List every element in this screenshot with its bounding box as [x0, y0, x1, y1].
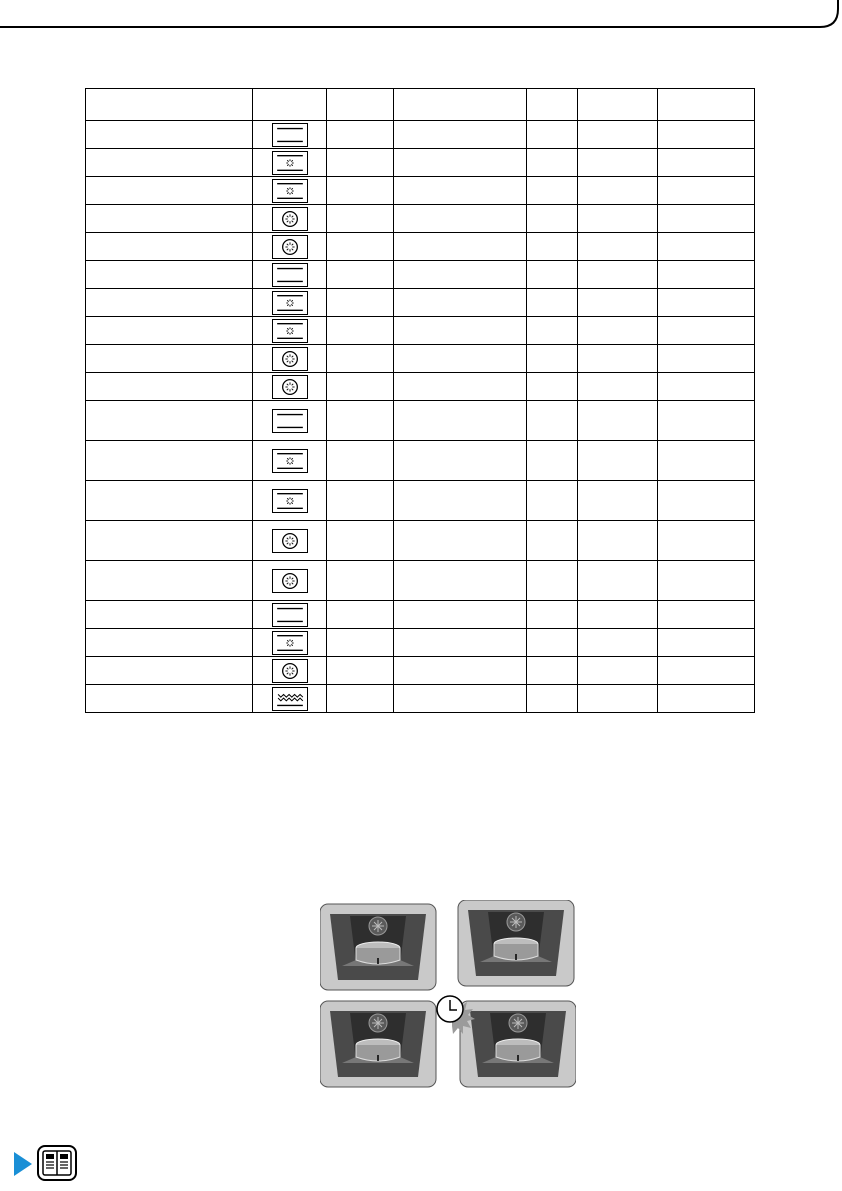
table-cell: [578, 441, 658, 481]
table-cell: [658, 373, 755, 401]
table-cell: [658, 401, 755, 441]
table-cell: [527, 401, 578, 441]
table-cell: [578, 289, 658, 317]
table-row: [86, 205, 755, 233]
table-cell: [394, 177, 527, 205]
table-cell: [86, 317, 253, 345]
table-cell: [86, 233, 253, 261]
table-row: [86, 441, 755, 481]
table-cell: [327, 289, 394, 317]
heating-mode-cell: [253, 317, 327, 345]
table-cell: [527, 601, 578, 629]
table-cell: [658, 657, 755, 685]
heating-mode-cell: [253, 629, 327, 657]
table-cell: [578, 149, 658, 177]
heating-mode-cell: [253, 481, 327, 521]
table-cell: [527, 289, 578, 317]
header-cell: [394, 89, 527, 121]
table-cell: [527, 177, 578, 205]
table-cell: [394, 317, 527, 345]
table-cell: [658, 205, 755, 233]
table-row: [86, 629, 755, 657]
table-row: [86, 317, 755, 345]
table-cell: [327, 601, 394, 629]
table-row: [86, 481, 755, 521]
oven-illustrations: [320, 900, 576, 1088]
table-cell: [394, 289, 527, 317]
header-cell: [578, 89, 658, 121]
heating-mode-cell: [253, 121, 327, 149]
table-cell: [578, 233, 658, 261]
table-cell: [86, 205, 253, 233]
table-cell: [394, 401, 527, 441]
manual-book-icon: [37, 1145, 77, 1181]
table-cell: [527, 149, 578, 177]
table-cell: [527, 233, 578, 261]
table-cell: [327, 561, 394, 601]
table-cell: [394, 205, 527, 233]
table-cell: [86, 289, 253, 317]
top-bottom-fan-icon: [272, 489, 308, 513]
table-cell: [578, 685, 658, 713]
table-cell: [394, 481, 527, 521]
top-rule: [0, 0, 842, 32]
oven-pot-step-3: [320, 1001, 436, 1087]
table-cell: [394, 233, 527, 261]
heating-mode-cell: [253, 521, 327, 561]
table-cell: [527, 345, 578, 373]
header-cell: [527, 89, 578, 121]
header-cell: [253, 89, 327, 121]
heating-mode-cell: [253, 177, 327, 205]
table-cell: [86, 521, 253, 561]
table-cell: [578, 177, 658, 205]
hot-air-fan-icon: [272, 207, 308, 231]
top-bottom-heat-icon: [272, 123, 308, 147]
table-row: [86, 685, 755, 713]
table-cell: [394, 521, 527, 561]
header-cell: [86, 89, 253, 121]
table-cell: [658, 289, 755, 317]
top-bottom-heat-icon: [272, 409, 308, 433]
table-cell: [394, 657, 527, 685]
table-row: [86, 521, 755, 561]
heating-mode-cell: [253, 373, 327, 401]
table-cell: [578, 317, 658, 345]
table-cell: [394, 373, 527, 401]
table-cell: [327, 345, 394, 373]
table-cell: [327, 481, 394, 521]
table-cell: [527, 441, 578, 481]
table-cell: [86, 481, 253, 521]
table-cell: [86, 657, 253, 685]
heating-mode-cell: [253, 261, 327, 289]
table-cell: [527, 629, 578, 657]
table-cell: [658, 177, 755, 205]
table-cell: [86, 149, 253, 177]
table-cell: [658, 441, 755, 481]
table-cell: [578, 481, 658, 521]
header-cell: [658, 89, 755, 121]
oven-pot-step-1: [320, 904, 436, 990]
header-cell: [327, 89, 394, 121]
top-bottom-fan-icon: [272, 449, 308, 473]
heating-mode-cell: [253, 657, 327, 685]
table-cell: [86, 345, 253, 373]
table-row: [86, 345, 755, 373]
table-cell: [658, 317, 755, 345]
table-cell: [86, 401, 253, 441]
table-row: [86, 289, 755, 317]
table-row: [86, 177, 755, 205]
table-row: [86, 121, 755, 149]
table-cell: [578, 373, 658, 401]
table-row: [86, 149, 755, 177]
table-cell: [658, 261, 755, 289]
table-cell: [86, 121, 253, 149]
heating-mode-cell: [253, 441, 327, 481]
table-row: [86, 401, 755, 441]
table-cell: [86, 441, 253, 481]
table-cell: [578, 121, 658, 149]
top-bottom-fan-icon: [272, 319, 308, 343]
table-cell: [578, 261, 658, 289]
table-row: [86, 233, 755, 261]
hot-air-fan-icon: [272, 529, 308, 553]
table-cell: [527, 121, 578, 149]
table-cell: [578, 561, 658, 601]
table-cell: [327, 317, 394, 345]
table-cell: [658, 521, 755, 561]
settings-table: [85, 88, 755, 713]
table-cell: [394, 561, 527, 601]
table-row: [86, 373, 755, 401]
table-row: [86, 561, 755, 601]
table-cell: [658, 601, 755, 629]
table-cell: [578, 401, 658, 441]
table-cell: [327, 261, 394, 289]
grill-icon: [272, 687, 308, 711]
heating-mode-cell: [253, 345, 327, 373]
table-cell: [327, 401, 394, 441]
hot-air-fan-icon: [272, 235, 308, 259]
table-cell: [86, 629, 253, 657]
table-cell: [527, 561, 578, 601]
hot-air-fan-icon: [272, 347, 308, 371]
heating-mode-cell: [253, 685, 327, 713]
table-cell: [527, 317, 578, 345]
hot-air-fan-icon: [272, 659, 308, 683]
top-bottom-heat-icon: [272, 263, 308, 287]
table-cell: [327, 685, 394, 713]
hot-air-fan-icon: [272, 569, 308, 593]
table-cell: [658, 481, 755, 521]
oven-pot-step-4: [460, 1001, 576, 1087]
table-cell: [658, 233, 755, 261]
table-cell: [527, 261, 578, 289]
table-cell: [394, 685, 527, 713]
table-cell: [527, 657, 578, 685]
table-cell: [327, 373, 394, 401]
table-cell: [327, 233, 394, 261]
table-cell: [86, 373, 253, 401]
table-cell: [578, 629, 658, 657]
table-cell: [327, 521, 394, 561]
table-cell: [327, 149, 394, 177]
top-bottom-heat-icon: [272, 603, 308, 627]
top-bottom-fan-icon: [272, 151, 308, 175]
table-cell: [327, 629, 394, 657]
table-cell: [658, 149, 755, 177]
table-cell: [527, 205, 578, 233]
table-cell: [394, 261, 527, 289]
table-cell: [327, 121, 394, 149]
table-cell: [394, 629, 527, 657]
table-cell: [327, 441, 394, 481]
table-cell: [527, 685, 578, 713]
table-cell: [394, 345, 527, 373]
table-cell: [86, 261, 253, 289]
heating-mode-cell: [253, 205, 327, 233]
table-cell: [86, 685, 253, 713]
table-row: [86, 261, 755, 289]
top-bottom-fan-icon: [272, 631, 308, 655]
table-row: [86, 601, 755, 629]
table-cell: [86, 561, 253, 601]
table-cell: [658, 629, 755, 657]
table-header-row: [86, 89, 755, 121]
table-cell: [578, 205, 658, 233]
table-row: [86, 657, 755, 685]
table-cell: [86, 601, 253, 629]
table-cell: [658, 121, 755, 149]
table-cell: [658, 345, 755, 373]
oven-pot-step-2: [458, 900, 574, 986]
heating-mode-cell: [253, 561, 327, 601]
table-cell: [527, 373, 578, 401]
table-cell: [327, 657, 394, 685]
table-cell: [327, 205, 394, 233]
table-cell: [394, 441, 527, 481]
table-cell: [86, 177, 253, 205]
heating-mode-cell: [253, 233, 327, 261]
table-cell: [394, 149, 527, 177]
table-cell: [527, 481, 578, 521]
table-cell: [658, 561, 755, 601]
table-cell: [527, 521, 578, 561]
play-arrow-icon: [14, 1152, 34, 1176]
table-cell: [394, 121, 527, 149]
table-cell: [327, 177, 394, 205]
top-bottom-fan-icon: [272, 179, 308, 203]
table-cell: [578, 345, 658, 373]
hot-air-fan-icon: [272, 375, 308, 399]
table-cell: [578, 521, 658, 561]
top-bottom-fan-icon: [272, 291, 308, 315]
table-cell: [658, 685, 755, 713]
table-cell: [394, 601, 527, 629]
table-cell: [578, 657, 658, 685]
heating-mode-cell: [253, 149, 327, 177]
heating-mode-cell: [253, 601, 327, 629]
table-cell: [578, 601, 658, 629]
heating-mode-cell: [253, 401, 327, 441]
heating-mode-cell: [253, 289, 327, 317]
